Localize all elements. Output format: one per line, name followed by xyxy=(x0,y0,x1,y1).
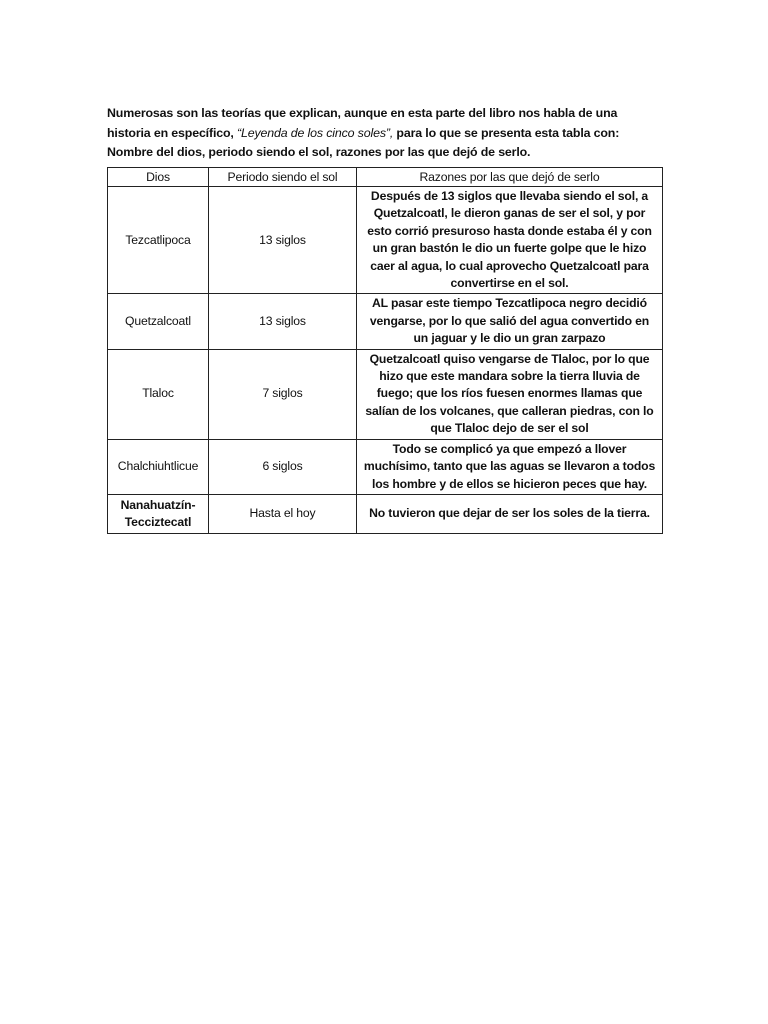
god-cell: Nanahuatzín-Tecciztecatl xyxy=(108,494,209,533)
table-row xyxy=(108,439,663,494)
reason-cell: Quetzalcoatl quiso vengarse de Tlaloc, por lo que hizo que este mandara sobre la tierra lluvia de fuego; que los ríos fuesen enormes llamas que salían de los volcanes, que calleran piedras, con lo que Tlaloc dejo de ser el sol xyxy=(357,349,663,439)
intro-italic-title: “Leyenda de los cinco soles”, xyxy=(237,125,394,140)
header-god: Dios xyxy=(108,168,209,187)
reason-cell: Después de 13 siglos que llevaba siendo el sol, a Quetzalcoatl, le dieron ganas de ser el sol, y por esto corrió presuroso hasta donde estaba él y con un gran bastón le dio un fuerte golpe que le hizo caer al agua, lo cual aprovecho Quetzalcoatl para convertirse en el sol. xyxy=(357,187,663,294)
table-row xyxy=(108,187,663,294)
table-row xyxy=(108,494,663,533)
period-cell: 13 siglos xyxy=(209,187,357,294)
reason-cell: No tuvieron que dejar de ser los soles de la tierra. xyxy=(357,494,663,533)
period-cell: Hasta el hoy xyxy=(209,494,357,533)
period-cell: 6 siglos xyxy=(209,439,357,494)
header-period: Periodo siendo el sol xyxy=(209,168,357,187)
intro-text-after: para lo que se presenta esta tabla con: Nombre del dios, periodo siendo el sol, razones por las que dejó de serlo. xyxy=(107,125,620,160)
table-row xyxy=(108,349,663,439)
period-cell: 13 siglos xyxy=(209,294,357,349)
table-row xyxy=(108,294,663,349)
god-cell: Chalchiuhtlicue xyxy=(108,439,209,494)
god-cell: Tlaloc xyxy=(108,349,209,439)
god-cell: Tezcatlipoca xyxy=(108,187,209,294)
reason-cell: Todo se complicó ya que empezó a llover muchísimo, tanto que las aguas se llevaron a todos los hombre y de ellos se hicieron peces que hay. xyxy=(357,439,663,494)
suns-table xyxy=(107,167,663,534)
header-reason: Razones por las que dejó de serlo xyxy=(357,168,663,187)
god-cell: Quetzalcoatl xyxy=(108,294,209,349)
intro-paragraph xyxy=(107,104,663,163)
reason-cell: AL pasar este tiempo Tezcatlipoca negro decidió vengarse, por lo que salió del agua convertido en un jaguar y le dio un gran zarpazo xyxy=(357,294,663,349)
table-header-row xyxy=(108,168,663,187)
period-cell: 7 siglos xyxy=(209,349,357,439)
intro-text-before: Numerosas son las teorías que explican, aunque en esta parte del libro nos habla de una historia en específico, xyxy=(107,106,618,140)
